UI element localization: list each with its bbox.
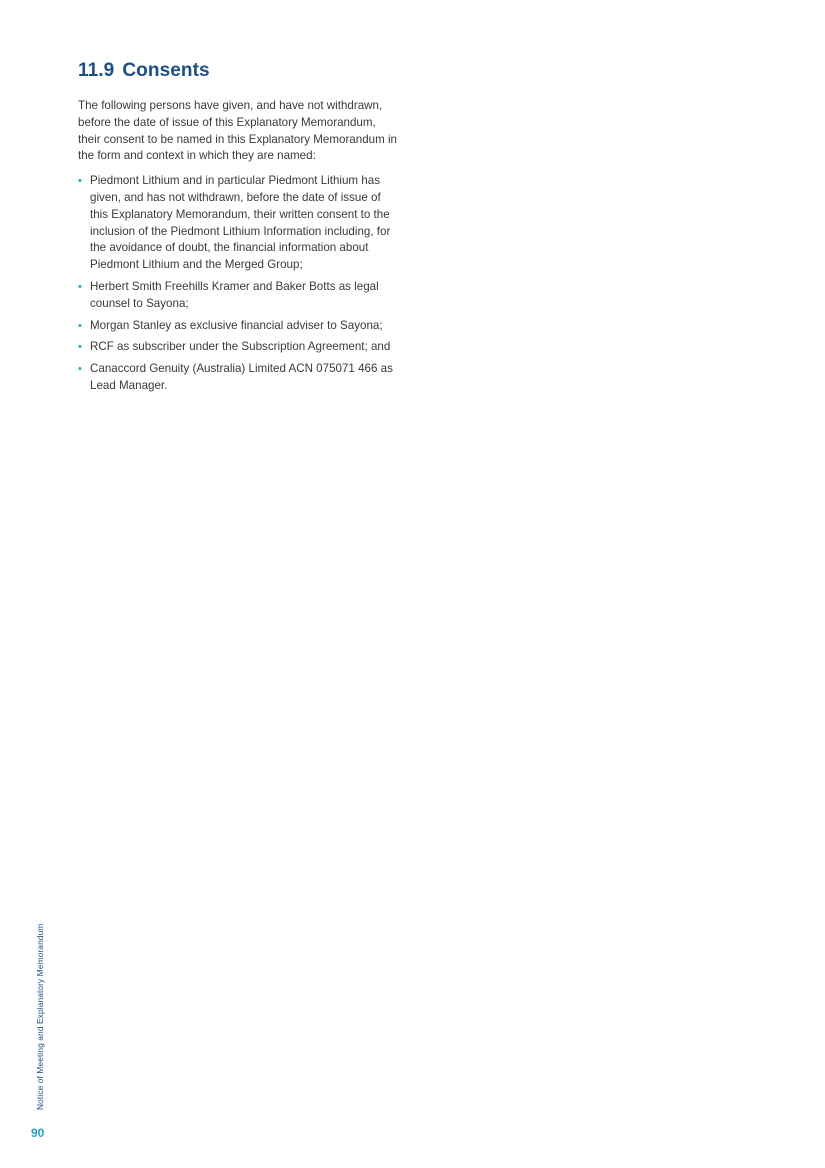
list-item-text: Piedmont Lithium and in particular Piedmont Lithium has given, and has not withdrawn, before the date of issue of this Explanatory Memorandum, their written consent to the inclusion of the Piedmont Lithium Information including, for the avoidance of doubt, the financial information about Piedmont Lithium and the Merged Group; [90, 174, 391, 272]
consents-list [78, 173, 398, 395]
section-content [78, 60, 398, 400]
document-side-label: Notice of Meeting and Explanatory Memorandum [35, 923, 45, 1110]
list-item [78, 173, 398, 274]
list-item-text: Canaccord Genuity (Australia) Limited ACN 075071 466 as Lead Manager. [90, 362, 393, 392]
page-number: 90 [31, 1126, 45, 1140]
bullet-icon: • [78, 175, 82, 188]
list-item [78, 361, 398, 395]
bullet-icon: • [78, 280, 82, 293]
list-item-text: Morgan Stanley as exclusive financial adviser to Sayona; [90, 318, 383, 332]
bullet-icon: • [78, 363, 82, 376]
section-intro: The following persons have given, and have not withdrawn, before the date of issue of this Explanatory Memorandum, their consent to be named in this Explanatory Memorandum in the form and context in which they are named: [78, 99, 397, 163]
list-item [78, 339, 398, 356]
list-item-text: Herbert Smith Freehills Kramer and Baker Botts as legal counsel to Sayona; [90, 279, 379, 310]
list-item-text: RCF as subscriber under the Subscription Agreement; and [90, 340, 391, 354]
bullet-icon: • [78, 341, 82, 354]
list-item [78, 279, 398, 313]
section-number: 11.9 [78, 60, 115, 81]
bullet-icon: • [78, 319, 82, 332]
section-title: Consents [122, 60, 210, 81]
list-item [78, 318, 398, 335]
section-heading [78, 60, 398, 82]
